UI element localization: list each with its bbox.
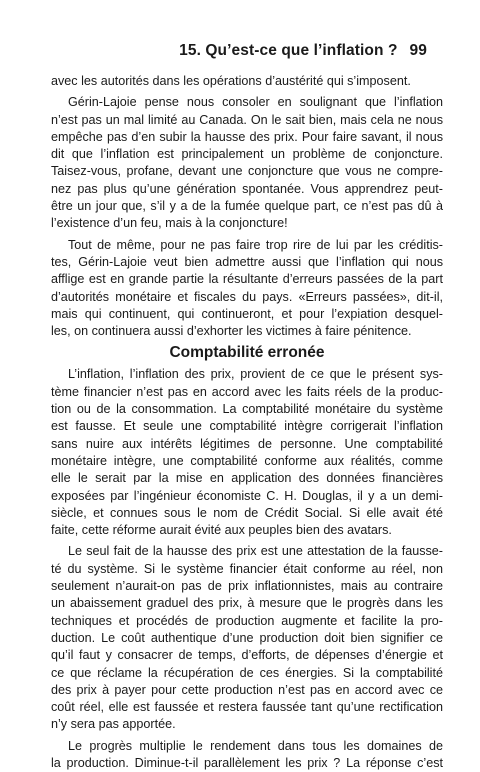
text-line: les, on continuera aussi d’exhorter les victimes à faire pénitence. — [51, 324, 412, 339]
paragraph — [51, 543, 443, 733]
text-line: Taisez-vous, profane, devant une conjoncture que vous ne compre- — [51, 164, 443, 179]
text-line: afflige est en grande partie la résultante d’erreurs passées de la part — [51, 272, 443, 287]
body-text — [51, 73, 443, 772]
text-line: empêche pas d’en subir la hausse des prix. Pour faire savant, il nous — [51, 129, 443, 144]
text-line: la production. Diminue-t-il parallèlement les prix ? La réponse c’est — [51, 755, 443, 770]
text-line: Tout de même, pour ne pas faire trop rire de lui par les créditis- — [68, 237, 443, 252]
text-line: tes, Gérin-Lajoie veut bien admettre aussi que l’inflation qui nous — [51, 254, 443, 269]
text-line: seulement n’aurait-on pas de prix inflationnistes, mais au contraire — [51, 579, 443, 594]
text-line: n’y sera pas apportée. — [51, 717, 176, 732]
chapter-title: 15. Qu’est-ce que l’inflation ? — [179, 42, 398, 59]
text-line: Le progrès multiplie le rendement dans tous les domaines de — [68, 738, 443, 753]
text-line: être un jour que, s’il y a de la fumée quelque part, ce n’est pas dû à — [51, 199, 443, 214]
text-line: des prix à payer pour cette production n’est pas en accord avec ce — [51, 682, 443, 697]
text-line: tème financier n’est pas en accord avec les faits réels de la produc- — [51, 384, 443, 399]
text-line: faite, cette réforme aurait évité aux peuples bien des avatars. — [51, 523, 392, 538]
text-line: tion ou de la consommation. La comptabilité monétaire du système — [51, 402, 443, 417]
text-line: coût réel, elle est faussée et restera faussée tant qu’une rectification — [51, 700, 443, 715]
text-line: d’autorités monétaire et fiscales du pays. «Erreurs passées», dit-il, — [51, 289, 443, 304]
text-line: ce que réclame la récupération de ces énergies. Si la comptabilité — [51, 665, 443, 680]
paragraph — [51, 366, 443, 539]
text-line: Le seul fait de la hausse des prix est une attestation de la fausse- — [68, 544, 443, 559]
text-line: L’inflation, l’inflation des prix, provient de ce que le présent sys- — [68, 367, 443, 382]
text-line: siècle, et connues sous le nom de Crédit Social. Si elle avait été — [51, 505, 443, 520]
text-line: duction. Le coût authentique d’une production doit bien signifier ce — [51, 630, 443, 645]
text-line: elle le serait par la mise en application des données financières — [51, 471, 443, 486]
text-line: l’existence d’un feu, mais à la conjoncture! — [51, 216, 288, 231]
running-header — [179, 42, 427, 60]
text-line: qu’il faut y consacrer de temps, d’efforts, de dépenses d’énergie et — [51, 648, 443, 663]
text-line: avec les autorités dans les opérations d’austérité qui s’imposent. — [51, 74, 411, 88]
text-line: dit que l’inflation est principalement un problème de conjoncture. — [51, 147, 443, 162]
text-line: mais qui continuent, qui continueront, et pour l’expiation desquel- — [51, 306, 443, 321]
text-line: n’est pas un mal limité au Canada. On le sait bien, mais cela ne nous — [51, 112, 443, 127]
text-line: est fausse. Et seule une comptabilité intègre corrigerait l’inflation — [51, 419, 443, 434]
text-line: monétaire intègre, une comptabilité conforme aux réalités, comme — [51, 453, 443, 468]
section-heading: Comptabilité erronée — [169, 344, 325, 362]
text-line: un abaissement graduel des prix, à mesure que le progrès dans les — [51, 596, 443, 611]
paragraph — [51, 73, 443, 90]
page-number: 99 — [409, 42, 427, 59]
paragraph — [51, 738, 443, 772]
text-line: sans nuire aux intérêts légitimes de personne. Une comptabilité — [51, 436, 443, 451]
text-line: techniques et procédés de production augmente et facilite la pro- — [51, 613, 443, 628]
paragraph — [51, 94, 443, 232]
text-line: exposées par l’ingénieur économiste C. H. Douglas, il y a un demi- — [51, 488, 443, 503]
text-line: té du système. Si le système financier était conforme au réel, non — [51, 561, 443, 576]
text-line: nez pas plus qu’une génération spontanée. Vous apprendrez peut- — [51, 181, 443, 196]
text-line: Gérin-Lajoie pense nous consoler en soulignant que l’inflation — [68, 95, 443, 110]
paragraph — [51, 237, 443, 341]
